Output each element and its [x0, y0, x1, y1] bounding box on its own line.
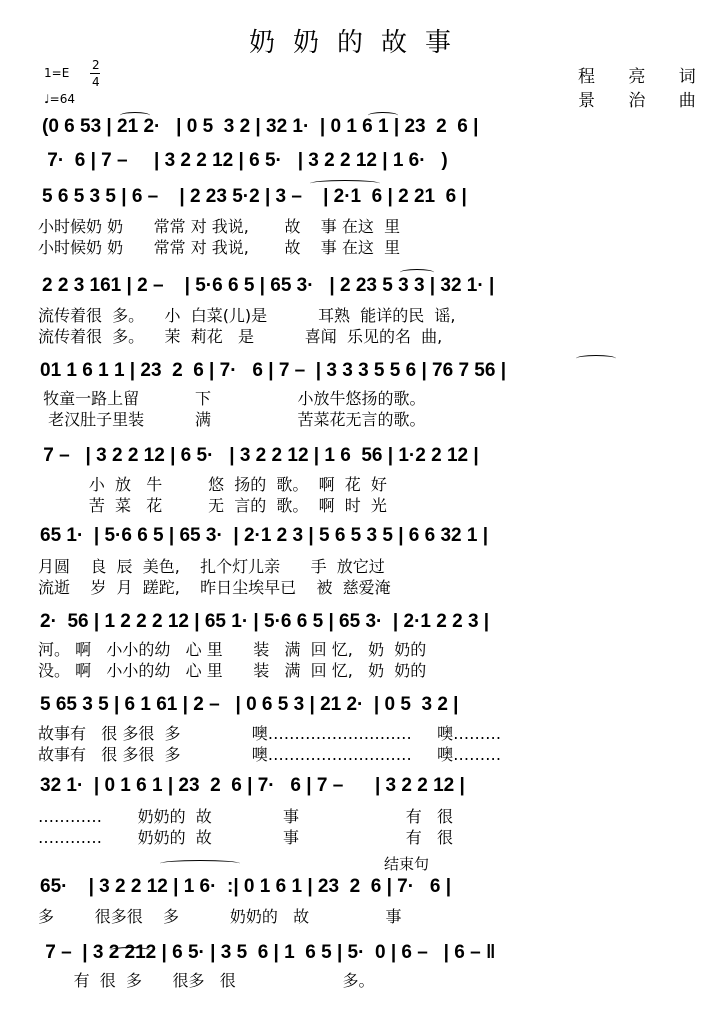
lyric-row-10-verse-2: ………… 奶奶的 故 事 有 很 [38, 828, 454, 847]
notation-row-6: 7 – | 3 2 2 12 | 6 5· | 3 2 2 12 | 1 6 56 | 1·2 2 12 | [38, 445, 479, 466]
notation-row-9: 5 65 3 5 | 6 1 61 | 2 – | 0 6 5 3 | 21 2· | 0 5 3 2 | [40, 694, 459, 715]
slur-mark [400, 269, 434, 276]
notation-row-5: 01 1 6 1 1 | 23 2 6 | 7· 6 | 7 – | 3 3 3 5 5 6 | 76 7 56 | [40, 360, 507, 381]
notation-row-2: 7· 6 | 7 – | 3 2 2 12 | 6 5· | 3 2 2 12 | 1 6· ) [42, 150, 448, 171]
lyric-row-12: 有 很 多 很多 很 多。 [38, 971, 375, 990]
lyric-row-8-verse-2: 没。 啊 小小的幼 心 里 装 满 回 忆, 奶 奶的 [38, 661, 427, 680]
lyric-row-9-verse-1: 故事有 很 多很 多 噢……………………… 噢……… [38, 724, 502, 743]
lyric-row-3-verse-1: 小时候奶 奶 常常 对 我说, 故 事 在这 里 [38, 217, 401, 236]
notation-row-3: 5 6 5 3 5 | 6 – | 2 23 5·2 | 3 – | 2·1 6 | 2 21 6 | [42, 186, 467, 207]
notation-row-1: (0 6 53 | 21 2· | 0 5 3 2 | 32 1· | 0 1 6 1 | 23 2 6 | [42, 116, 479, 137]
notation-row-8: 2· 56 | 1 2 2 2 12 | 65 1· | 5·6 6 5 | 65 3· | 2·1 2 2 3 | [40, 611, 490, 632]
slur-mark [368, 112, 398, 119]
song-title: 奶奶的故事 [248, 28, 469, 58]
time-signature-top: 2 [92, 58, 100, 72]
notation-row-11: 65· | 3 2 2 12 | 1 6· :| 0 1 6 1 | 23 2 6 | 7· 6 | [40, 876, 452, 897]
lyric-row-7-verse-2: 流逝 岁 月 蹉跎, 昨日尘埃早已 被 慈爱淹 [38, 578, 391, 597]
slur-mark [160, 860, 240, 867]
lyric-row-8-verse-1: 河。 啊 小小的幼 心 里 装 满 回 忆, 奶 奶的 [38, 640, 427, 659]
notation-row-10: 32 1· | 0 1 6 1 | 23 2 6 | 7· 6 | 7 – | 3 2 2 12 | [40, 775, 465, 796]
time-signature-bottom: 4 [92, 75, 100, 89]
lyric-row-9-verse-2: 故事有 很 多很 多 噢……………………… 噢……… [38, 745, 502, 764]
lyric-row-7-verse-1: 月圆 良 辰 美色, 扎个灯儿亲 手 放它过 [38, 557, 385, 576]
tempo-marking: ♩=64 [44, 92, 75, 106]
ending-label: 结束句 [384, 855, 430, 873]
lyric-row-5-verse-1: 牧童一路上留 下 小放牛悠扬的歌。 [38, 389, 426, 408]
lyric-row-4-verse-1: 流传着很 多。 小 白菜(儿)是 耳熟 能详的民 谣, [38, 306, 456, 325]
key-signature: 1=E [44, 66, 70, 80]
lyric-row-3-verse-2: 小时候奶 奶 常常 对 我说, 故 事 在这 里 [38, 238, 401, 257]
notation-row-12: 7 – | 3 2 212 | 6 5· | 3 5 6 | 1 6 5 | 5· 0 | 6 – | 6 – ‖ [40, 942, 496, 963]
lyricist-credit: 程 亮 词 [578, 67, 710, 87]
slur-mark [110, 947, 150, 954]
time-signature-line [90, 73, 100, 74]
lyric-row-11: 多 很多很 多 奶奶的 故 事 [38, 907, 402, 926]
composer-credit: 景 治 曲 [578, 91, 710, 111]
lyric-row-5-verse-2: 老汉肚子里装 满 苦菜花无言的歌。 [38, 410, 426, 429]
lyric-row-6-verse-1: 小 放 牛 悠 扬的 歌。 啊 花 好 [38, 475, 387, 494]
slur-mark [120, 112, 150, 119]
lyric-row-4-verse-2: 流传着很 多。 茉 莉花 是 喜闻 乐见的名 曲, [38, 327, 443, 346]
lyric-row-10-verse-1: ………… 奶奶的 故 事 有 很 [38, 807, 454, 826]
slur-mark [310, 180, 380, 187]
slur-mark [576, 355, 616, 362]
lyric-row-6-verse-2: 苦 菜 花 无 言的 歌。 啊 时 光 [38, 496, 387, 515]
notation-row-7: 65 1· | 5·6 6 5 | 65 3· | 2·1 2 3 | 5 6 5 3 5 | 6 6 32 1 | [40, 525, 489, 546]
notation-row-4: 2 2 3 161 | 2 – | 5·6 6 5 | 65 3· | 2 23 5 3 3 | 32 1· | [42, 275, 495, 296]
